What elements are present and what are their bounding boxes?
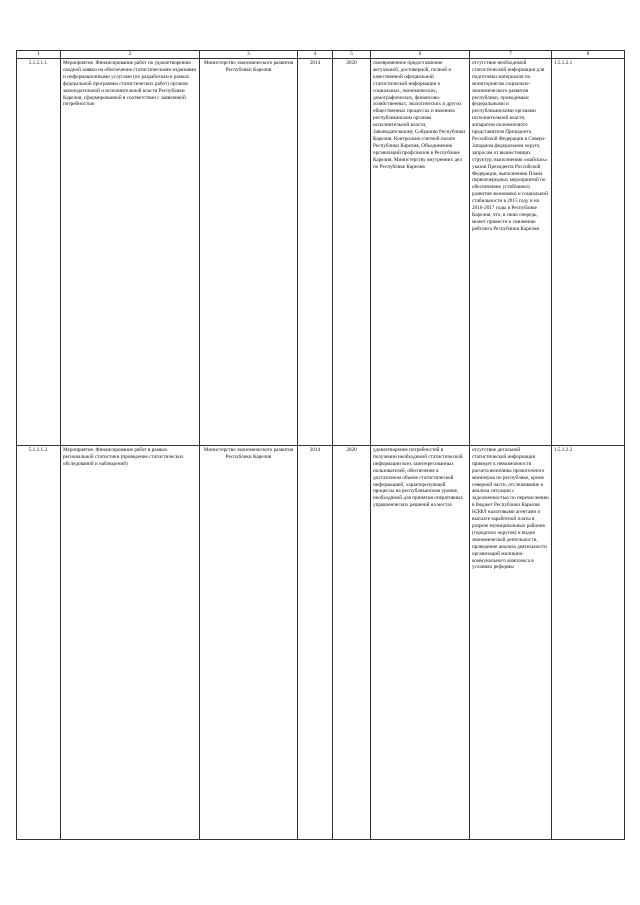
responsible-executor: Министерство экономического развития Республики Карелия — [200, 446, 298, 840]
table-row — [17, 446, 625, 840]
expected-result: своевременное предоставление актуальной, достоверной, полной и качественной официальной статистической информации о социальных, экономических, демографических, финансово-хозяйственных, экологических и других общественных процессах и явлениях республиканским органам исполнительной власти, Законодательному Собранию Республики Карелия, Контрольно-счетной палате Республики Карелия, Объединению организаций профсоюзов в Республике Карелия, Министерству внутренних дел по Республике Карелия — [371, 59, 470, 446]
column-number: 2 — [61, 51, 200, 59]
measure-number: 5.1.2.1.2. — [17, 446, 61, 840]
column-number: 7 — [470, 51, 552, 59]
end-year: 2020 — [333, 446, 371, 840]
non-implementation-consequences: отсутствие необходимой статистической информации для подготовки материалов по мониторингам социально-экономического развития республики, проводимым федеральными и республиканскими органами исполнительной власти, аппаратом полномочного представителя Президента Российской Федерации в Северо-Западном федеральном округе, запросам от вышестоящих структур, выполнению «майских» указов Президента Российской Федерации, выполнению Плана первоочередных мероприятий по обеспечению устойчивого развития экономики и социальной стабильности в 2015 году и на 2016-2017 годы в Республике Карелия, что, в свою очередь, может привести к снижению рейтинга Республики Карелия — [470, 59, 552, 446]
measure-description: Мероприятие. Финансирование работ по удовлетворению сводной заявки на обеспечение статистическими изданиями и информационными услугами (по разработкам в рамках федеральной программы статистических работ) органов законодательной и исполнительной власти Республики Карелия, сформированной в соответствии с заявленной потребностью — [61, 59, 200, 446]
column-number: 5 — [333, 51, 371, 59]
expected-result: удовлетворение потребностей в получении необходимой статистической информации всех заинтересованных пользователей, обеспечение в достаточном объеме статистической информацией, характеризующей процессы на республиканском уровне, необходимой для принятия оперативных управленческих решений на местах — [371, 446, 470, 840]
responsible-executor: Министерство экономического развития Республики Карелия — [200, 59, 298, 446]
end-year: 2020 — [333, 59, 371, 446]
column-number-header-row — [17, 51, 625, 59]
non-implementation-consequences: отсутствие детальной статистической информации приведет к невозможности расчета величины прожиточного минимума по республике, кроме северной части, отслеживание и анализа ситуации с задолженностью по перечислению в бюджет Республики Карелия НДФЛ налоговыми агентами и выплате заработной платы в разрезе муниципальных районов (городских округов) и видов экономической деятельности, проведение анализа деятельности организаций жилищно-коммунального комплекса в условиях реформы — [470, 446, 552, 840]
column-number: 6 — [371, 51, 470, 59]
start-year: 2014 — [298, 59, 333, 446]
indicator-link: 1.5.1.2.2 — [552, 446, 625, 840]
start-year: 2014 — [298, 446, 333, 840]
table-row — [17, 59, 625, 446]
indicator-link: 1.5.1.2.1 — [552, 59, 625, 446]
column-number: 4 — [298, 51, 333, 59]
column-number: 1 — [17, 51, 61, 59]
measure-description: Мероприятие. Финансирование работ в рамках региональной статистики (проведение статистических обследований и наблюдений) — [61, 446, 200, 840]
column-number: 8 — [552, 51, 625, 59]
column-number: 3 — [200, 51, 298, 59]
measure-number: 5.1.2.1.1. — [17, 59, 61, 446]
program-measures-table — [16, 50, 625, 840]
